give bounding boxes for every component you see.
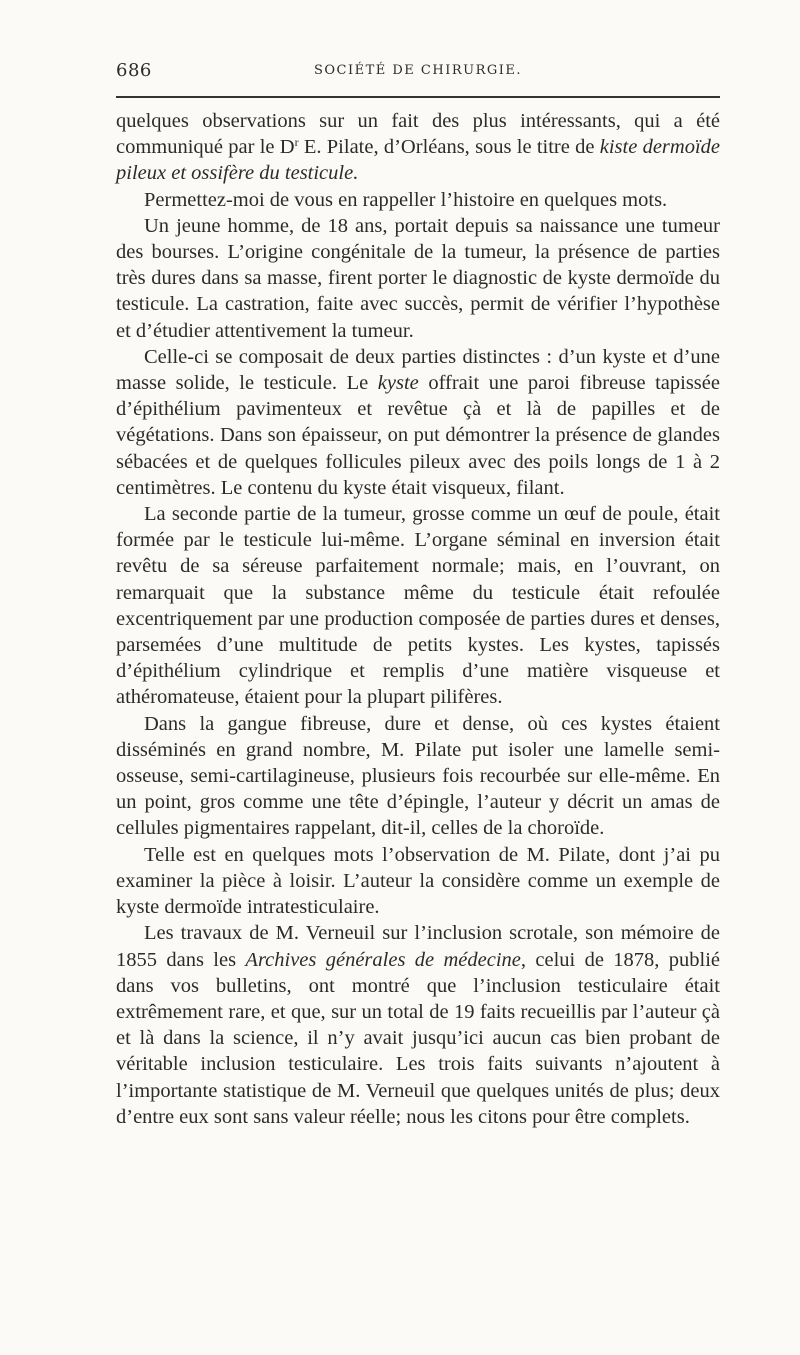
paragraph-1-italic-title: kiste dermoïde pileux et ossifère du testicule. — [116, 136, 721, 185]
paragraph-1-text-b: E. Pilate, d’Orléans, sous le titre de — [298, 136, 600, 159]
paragraph-8-text-b: , celui de 1878, publié dans vos bulletins, ont montré que l’inclusion testiculaire était extrêmement rare, et que, sur un total de 19 faits recueillis par l’auteur çà et là dans la science, il n’y avait jusqu’ici aucun cas bien probant de véritable inclusion testiculaire. Les trois faits suivants n’ajoutent à l’importante statistique de M. Verneuil que quelques unités de plus; deux d’entre eux sont sans valeur réelle; nous les citons pour être complets. — [116, 948, 720, 1128]
paragraph-4-text-a: Celle-ci se composait de deux parties distinctes : d’un kyste et d’une masse solide, le testicule. Le — [116, 345, 720, 395]
paragraph-8 — [116, 920, 720, 1130]
paragraph-4 — [116, 344, 720, 501]
paragraph-4-text-b: offrait une paroi fibreuse tapissée d’épithélium pavimenteux et revêtue çà et là de papilles et de végétations. Dans son épaisseur, on put démontrer la présence de glandes sébacées et de quelques follicules pileux avec des poils longs de 1 à 2 centimètres. Le contenu du kyste était visqueux, filant. — [116, 372, 720, 499]
paragraph-3: Un jeune homme, de 18 ans, portait depuis sa naissance une tumeur des bourses. L’origine congénitale de la tumeur, la présence de parties très dures dans sa masse, firent porter le diagnostic de kyste dermoïde du testicule. La castration, faite avec succès, permit de vérifier l’hypothèse et d’étudier attentivement la tumeur. — [116, 214, 720, 342]
paragraph-1-text-a: quelques observations sur un fait des plus intéressants, qui a été communiqué par le D — [116, 110, 720, 159]
paragraph-1-superscript: r — [294, 135, 299, 150]
paragraph-8-italic-journal: Archives générales de médecine — [245, 948, 521, 971]
page-number: 686 — [116, 60, 152, 81]
paragraph-5: La seconde partie de la tumeur, grosse comme un œuf de poule, était formée par le testicule lui-même. L’organe séminal en inversion était revêtu de sa séreuse parfaitement normale; mais, en l’ouvrant, on remarquait que la substance même du testicule était refoulée excentriquement par une production composée de parties dures et denses, parsemées d’une multitude de petits kystes. Les kystes, tapissés d’épithélium cylindrique et remplis d’une matière visqueuse et athéromateuse, étaient pour la plupart pilifères. — [116, 503, 720, 709]
header-rule — [116, 96, 720, 98]
running-head: SOCIÉTÉ DE CHIRURGIE. — [313, 63, 523, 78]
paragraph-7: Telle est en quelques mots l’observation de M. Pilate, dont j’ai pu examiner la pièce à loisir. L’auteur la considère comme un exemple de kyste dermoïde intratesticulaire. — [116, 843, 720, 919]
page-header — [116, 60, 720, 88]
body-text — [116, 108, 720, 1130]
paragraph-4-italic-kyste: kyste — [377, 372, 419, 395]
paragraph-6: Dans la gangue fibreuse, dure et dense, où ces kystes étaient disséminés en grand nombre, M. Pilate put isoler une lamelle semi-osseuse, semi-cartilagineuse, plusieurs fois recourbée sur elle-même. En un point, gros comme une tête d’épingle, l’auteur y décrit un amas de cellules pigmentaires rappelant, dit-il, celles de la choroïde. — [116, 712, 720, 840]
paragraph-1 — [116, 108, 720, 187]
paragraph-2: Permettez-moi de vous en rappeller l’histoire en quelques mots. — [144, 188, 668, 211]
paragraph-8-text-a: Les travaux de M. Verneuil sur l’inclusion scrotale, son mémoire de 1855 dans les — [116, 922, 720, 971]
